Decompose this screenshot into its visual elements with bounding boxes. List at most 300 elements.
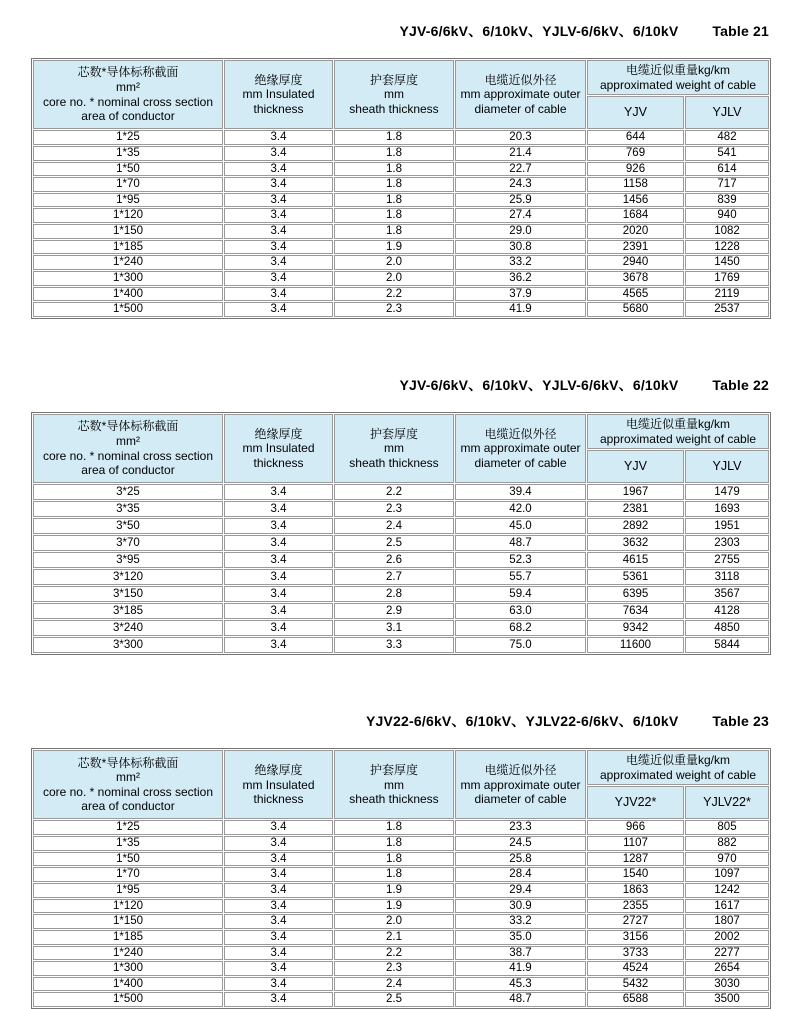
cell: 3.4 <box>224 146 333 161</box>
cell: 1*35 <box>33 146 223 161</box>
header-line: area of conductor <box>81 463 175 478</box>
cell: 1769 <box>685 271 769 286</box>
header-weight-group <box>587 60 769 95</box>
cell: 3*240 <box>33 620 223 636</box>
cell: 3.4 <box>224 501 333 517</box>
table22-body <box>33 484 769 653</box>
cell: 3.4 <box>224 603 333 619</box>
cell: 717 <box>685 177 769 192</box>
header-line: 电缆近似外径 <box>484 72 557 87</box>
cell: 36.2 <box>455 271 586 286</box>
header-line: mm approximate outer <box>460 777 581 792</box>
table-row <box>33 930 769 945</box>
table21-number: Table 21 <box>712 23 769 39</box>
cell: 75.0 <box>455 637 586 653</box>
cell: 21.4 <box>455 146 586 161</box>
cell: 1*185 <box>33 930 223 945</box>
table-row <box>33 637 769 653</box>
cell: 805 <box>685 820 769 835</box>
header-line: mm² <box>116 433 140 448</box>
cell: 2277 <box>685 946 769 961</box>
cell: 3567 <box>685 586 769 602</box>
table-row <box>33 620 769 636</box>
header-line: 芯数*导体标称截面 <box>77 419 179 434</box>
cell: 30.9 <box>455 899 586 914</box>
header-line: mm <box>384 441 404 456</box>
table-row <box>33 992 769 1007</box>
cell: 4524 <box>587 961 684 976</box>
header-line: mm Insulated <box>242 441 315 456</box>
cell: 2119 <box>685 287 769 302</box>
cell: 7634 <box>587 603 684 619</box>
cell: 1540 <box>587 867 684 882</box>
cell: 23.3 <box>455 820 586 835</box>
cell: 3500 <box>685 992 769 1007</box>
cell: 2391 <box>587 240 684 255</box>
table-row <box>33 255 769 270</box>
cell: 1*35 <box>33 836 223 851</box>
header-line: 电缆近似重量kg/km <box>625 63 730 77</box>
cell: 966 <box>587 820 684 835</box>
cell: 3.4 <box>224 961 333 976</box>
cell: 48.7 <box>455 535 586 551</box>
table22-title-text: YJV-6/6kV、6/10kV、YJLV-6/6kV、6/10kV <box>399 376 679 393</box>
page <box>31 0 769 1009</box>
cell: 2892 <box>587 518 684 534</box>
header-line: mm <box>384 777 404 792</box>
header-line: core no. * nominal cross section <box>42 784 214 799</box>
cell: 1*240 <box>33 255 223 270</box>
cell: 5680 <box>587 302 684 317</box>
header-line: diameter of cable <box>474 792 567 807</box>
cell: 3.4 <box>224 271 333 286</box>
table-row <box>33 552 769 568</box>
cell: 63.0 <box>455 603 586 619</box>
table-row <box>33 146 769 161</box>
cell: 1.9 <box>334 240 454 255</box>
table21 <box>31 58 771 319</box>
cell: 2940 <box>587 255 684 270</box>
cell: 1*50 <box>33 852 223 867</box>
cell: 2.2 <box>334 484 454 500</box>
header-line: diameter of cable <box>474 101 567 116</box>
cell: 3632 <box>587 535 684 551</box>
table21-title-row <box>31 21 769 41</box>
cell: 1228 <box>685 240 769 255</box>
cell: 1693 <box>685 501 769 517</box>
header-weight-group <box>587 750 769 785</box>
header-weight-group <box>587 414 769 449</box>
cell: 1967 <box>587 484 684 500</box>
cell: 2.2 <box>334 287 454 302</box>
cell: 1.8 <box>334 852 454 867</box>
cell: 2.0 <box>334 914 454 929</box>
cell: 1*150 <box>33 224 223 239</box>
header-insulation-thickness <box>224 414 333 483</box>
cell: 541 <box>685 146 769 161</box>
cell: 614 <box>685 162 769 177</box>
cell: 3733 <box>587 946 684 961</box>
cell: 2.4 <box>334 518 454 534</box>
cell: 482 <box>685 130 769 145</box>
table-row <box>33 535 769 551</box>
cell: 2537 <box>685 302 769 317</box>
cell: 1287 <box>587 852 684 867</box>
cell: 48.7 <box>455 992 586 1007</box>
cell: 1.8 <box>334 224 454 239</box>
header-weight-yjlv22: YJLV22* <box>685 786 769 819</box>
cell: 3.4 <box>224 162 333 177</box>
cell: 39.4 <box>455 484 586 500</box>
cell: 970 <box>685 852 769 867</box>
cell: 35.0 <box>455 930 586 945</box>
cell: 29.4 <box>455 883 586 898</box>
cell: 1*120 <box>33 899 223 914</box>
header-line: approximated weight of cable <box>599 431 757 446</box>
header-line: mm Insulated <box>242 777 315 792</box>
cell: 3.4 <box>224 224 333 239</box>
header-line: 绝缘厚度 <box>254 426 303 441</box>
cell: 1*300 <box>33 961 223 976</box>
header-line: mm² <box>116 770 140 785</box>
header-line: diameter of cable <box>474 455 567 470</box>
cell: 3*35 <box>33 501 223 517</box>
cell: 25.8 <box>455 852 586 867</box>
cell: 3030 <box>685 977 769 992</box>
cell: 3.4 <box>224 193 333 208</box>
cell: 2381 <box>587 501 684 517</box>
table23-number: Table 23 <box>712 713 769 730</box>
cell: 2.1 <box>334 930 454 945</box>
header-weight-yjv: YJV <box>587 450 684 483</box>
cell: 1*240 <box>33 946 223 961</box>
header-line: 电缆近似重量kg/km <box>625 753 730 768</box>
cell: 644 <box>587 130 684 145</box>
cell: 6588 <box>587 992 684 1007</box>
table-row <box>33 899 769 914</box>
cell: 6395 <box>587 586 684 602</box>
cell: 4850 <box>685 620 769 636</box>
header-line: area of conductor <box>81 109 175 124</box>
cell: 1*70 <box>33 867 223 882</box>
cell: 3.4 <box>224 287 333 302</box>
cell: 839 <box>685 193 769 208</box>
cell: 2654 <box>685 961 769 976</box>
cell: 41.9 <box>455 961 586 976</box>
cell: 1.8 <box>334 836 454 851</box>
header-line: sheath thickness <box>349 455 439 470</box>
cell: 3.4 <box>224 836 333 851</box>
cell: 2.3 <box>334 501 454 517</box>
cell: 59.4 <box>455 586 586 602</box>
cell: 3.4 <box>224 946 333 961</box>
cell: 45.3 <box>455 977 586 992</box>
cell: 3*50 <box>33 518 223 534</box>
table-row <box>33 287 769 302</box>
table-row <box>33 852 769 867</box>
table21-section <box>31 21 769 319</box>
table-row <box>33 271 769 286</box>
header-weight-yjlv: YJLV <box>685 96 769 129</box>
cell: 3.4 <box>224 569 333 585</box>
cell: 1.8 <box>334 177 454 192</box>
header-sheath-thickness <box>334 414 454 483</box>
table-row <box>33 224 769 239</box>
table-row <box>33 586 769 602</box>
table-row <box>33 569 769 585</box>
header-line: thickness <box>253 455 304 470</box>
cell: 1.8 <box>334 162 454 177</box>
cell: 3*70 <box>33 535 223 551</box>
cell: 33.2 <box>455 914 586 929</box>
cell: 3.4 <box>224 820 333 835</box>
cell: 1.8 <box>334 193 454 208</box>
cell: 52.3 <box>455 552 586 568</box>
cell: 1107 <box>587 836 684 851</box>
cell: 25.9 <box>455 193 586 208</box>
cell: 3118 <box>685 569 769 585</box>
cell: 3*25 <box>33 484 223 500</box>
cell: 4128 <box>685 603 769 619</box>
cell: 9342 <box>587 620 684 636</box>
table23-section <box>31 711 769 1009</box>
table23-title-text: YJV22-6/6kV、6/10kV、YJLV22-6/6kV、6/10kV <box>365 713 679 730</box>
header-line: mm Insulated <box>242 87 315 102</box>
cell: 1.8 <box>334 146 454 161</box>
header-outer-diameter <box>455 414 586 483</box>
cell: 45.0 <box>455 518 586 534</box>
cell: 3*150 <box>33 586 223 602</box>
cell: 3.4 <box>224 852 333 867</box>
cell: 1.8 <box>334 130 454 145</box>
table22-section <box>31 375 769 655</box>
table-row <box>33 501 769 517</box>
header-line: mm <box>384 87 404 102</box>
table-row <box>33 484 769 500</box>
header-core-section <box>33 750 223 819</box>
cell: 3*120 <box>33 569 223 585</box>
cell: 3.4 <box>224 535 333 551</box>
header-line: 绝缘厚度 <box>254 72 303 87</box>
cell: 2303 <box>685 535 769 551</box>
cell: 3.4 <box>224 883 333 898</box>
table-row <box>33 914 769 929</box>
cell: 3.4 <box>224 255 333 270</box>
cell: 1617 <box>685 899 769 914</box>
cell: 2.6 <box>334 552 454 568</box>
cell: 1.8 <box>334 867 454 882</box>
header-line: 护套厚度 <box>369 762 418 777</box>
cell: 3.4 <box>224 867 333 882</box>
header-line: mm approximate outer <box>460 87 581 102</box>
cell: 926 <box>587 162 684 177</box>
table22-number: Table 22 <box>712 376 769 393</box>
cell: 27.4 <box>455 208 586 223</box>
cell: 769 <box>587 146 684 161</box>
table-row <box>33 130 769 145</box>
cell: 2.0 <box>334 255 454 270</box>
cell: 24.3 <box>455 177 586 192</box>
header-line: core no. * nominal cross section <box>42 94 214 109</box>
cell: 5844 <box>685 637 769 653</box>
table-row <box>33 836 769 851</box>
cell: 1*25 <box>33 820 223 835</box>
header-outer-diameter <box>455 750 586 819</box>
cell: 2727 <box>587 914 684 929</box>
cell: 1*25 <box>33 130 223 145</box>
cell: 3.4 <box>224 177 333 192</box>
cell: 3.4 <box>224 518 333 534</box>
header-line: thickness <box>253 792 304 807</box>
cell: 1450 <box>685 255 769 270</box>
table-row <box>33 946 769 961</box>
cell: 3.4 <box>224 302 333 317</box>
table-row <box>33 518 769 534</box>
header-line: approximated weight of cable <box>599 77 757 92</box>
cell: 2.0 <box>334 271 454 286</box>
cell: 41.9 <box>455 302 586 317</box>
cell: 1*500 <box>33 302 223 317</box>
cell: 882 <box>685 836 769 851</box>
header-line: 电缆近似外径 <box>484 762 557 777</box>
cell: 1*400 <box>33 287 223 302</box>
cell: 2.5 <box>334 992 454 1007</box>
cell: 3*300 <box>33 637 223 653</box>
table-row <box>33 883 769 898</box>
cell: 1.9 <box>334 883 454 898</box>
table21-title-text: YJV-6/6kV、6/10kV、YJLV-6/6kV、6/10kV <box>399 23 679 39</box>
cell: 3.4 <box>224 914 333 929</box>
cell: 3*95 <box>33 552 223 568</box>
cell: 2.2 <box>334 946 454 961</box>
cell: 28.4 <box>455 867 586 882</box>
cell: 42.0 <box>455 501 586 517</box>
header-line: mm² <box>116 80 140 94</box>
table-row <box>33 867 769 882</box>
header-line: core no. * nominal cross section <box>42 448 214 463</box>
cell: 33.2 <box>455 255 586 270</box>
cell: 3.4 <box>224 977 333 992</box>
header-line: area of conductor <box>81 799 175 814</box>
cell: 2.3 <box>334 302 454 317</box>
header-insulation-thickness <box>224 750 333 819</box>
header-line: 芯数*导体标称截面 <box>77 65 179 80</box>
header-line: mm approximate outer <box>460 441 581 456</box>
cell: 2.9 <box>334 603 454 619</box>
header-line: sheath thickness <box>349 101 439 116</box>
cell: 3.1 <box>334 620 454 636</box>
table22 <box>31 412 771 655</box>
cell: 1*150 <box>33 914 223 929</box>
table-row <box>33 177 769 192</box>
cell: 2355 <box>587 899 684 914</box>
table-row <box>33 961 769 976</box>
cell: 5361 <box>587 569 684 585</box>
table23-title-row <box>31 711 769 731</box>
cell: 24.5 <box>455 836 586 851</box>
cell: 1684 <box>587 208 684 223</box>
cell: 2020 <box>587 224 684 239</box>
cell: 3.4 <box>224 586 333 602</box>
cell: 11600 <box>587 637 684 653</box>
cell: 2002 <box>685 930 769 945</box>
table-row <box>33 162 769 177</box>
header-line: 护套厚度 <box>369 72 418 87</box>
header-insulation-thickness <box>224 60 333 129</box>
cell: 3.4 <box>224 240 333 255</box>
cell: 1479 <box>685 484 769 500</box>
header-line: 芯数*导体标称截面 <box>77 755 179 770</box>
cell: 1.8 <box>334 208 454 223</box>
cell: 3.4 <box>224 208 333 223</box>
header-line: sheath thickness <box>349 792 439 807</box>
header-sheath-thickness <box>334 60 454 129</box>
cell: 1951 <box>685 518 769 534</box>
cell: 68.2 <box>455 620 586 636</box>
cell: 2.7 <box>334 569 454 585</box>
cell: 1807 <box>685 914 769 929</box>
cell: 3.4 <box>224 992 333 1007</box>
cell: 1*70 <box>33 177 223 192</box>
header-line: thickness <box>253 101 304 116</box>
cell: 20.3 <box>455 130 586 145</box>
cell: 1*95 <box>33 883 223 898</box>
cell: 5432 <box>587 977 684 992</box>
table23 <box>31 748 771 1009</box>
cell: 2.8 <box>334 586 454 602</box>
cell: 3.4 <box>224 130 333 145</box>
cell: 1*185 <box>33 240 223 255</box>
header-line: 绝缘厚度 <box>254 762 303 777</box>
table-row <box>33 977 769 992</box>
cell: 1*500 <box>33 992 223 1007</box>
cell: 1.8 <box>334 820 454 835</box>
cell: 2.3 <box>334 961 454 976</box>
header-core-section <box>33 60 223 129</box>
table-row <box>33 820 769 835</box>
cell: 1.9 <box>334 899 454 914</box>
cell: 1863 <box>587 883 684 898</box>
cell: 37.9 <box>455 287 586 302</box>
cell: 2.5 <box>334 535 454 551</box>
cell: 1*95 <box>33 193 223 208</box>
header-weight-yjlv: YJLV <box>685 450 769 483</box>
table-row <box>33 302 769 317</box>
cell: 3*185 <box>33 603 223 619</box>
cell: 29.0 <box>455 224 586 239</box>
cell: 2755 <box>685 552 769 568</box>
cell: 1082 <box>685 224 769 239</box>
cell: 1097 <box>685 867 769 882</box>
cell: 30.8 <box>455 240 586 255</box>
cell: 3.4 <box>224 484 333 500</box>
cell: 22.7 <box>455 162 586 177</box>
header-line: 护套厚度 <box>369 426 418 441</box>
header-weight-yjv: YJV <box>587 96 684 129</box>
cell: 38.7 <box>455 946 586 961</box>
cell: 940 <box>685 208 769 223</box>
cell: 1456 <box>587 193 684 208</box>
cell: 3156 <box>587 930 684 945</box>
cell: 4565 <box>587 287 684 302</box>
table-row <box>33 208 769 223</box>
cell: 1242 <box>685 883 769 898</box>
cell: 1*120 <box>33 208 223 223</box>
cell: 1*50 <box>33 162 223 177</box>
cell: 1*400 <box>33 977 223 992</box>
cell: 4615 <box>587 552 684 568</box>
header-line: 电缆近似重量kg/km <box>625 416 730 431</box>
